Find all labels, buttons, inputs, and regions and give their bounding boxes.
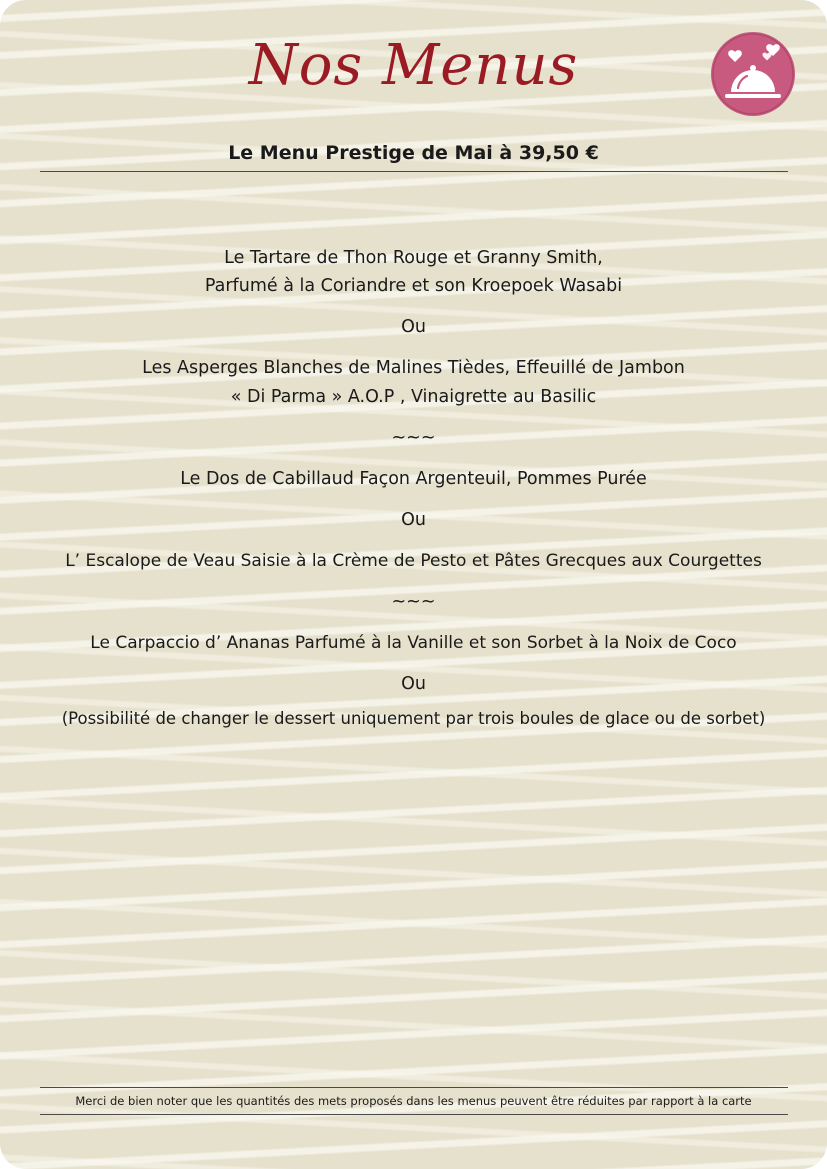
footer-divider-bottom [40, 1114, 788, 1115]
dessert-note: (Possibilité de changer le dessert uniquement par trois boules de glace ou de sorbet) [61, 709, 766, 728]
menu-separator-ou: Ou [401, 510, 426, 530]
page-title: Nos Menus [248, 33, 579, 98]
menu-line: Le Tartare de Thon Rouge et Granny Smith, [224, 248, 603, 268]
menu-line: Le Dos de Cabillaud Façon Argenteuil, Pommes Purée [180, 469, 647, 489]
menu-separator-ou: Ou [401, 674, 426, 694]
menu-separator-ou: Ou [401, 317, 426, 337]
header-divider [40, 171, 788, 172]
menu-line: Parfumé à la Coriandre et son Kroepoek Wasabi [204, 276, 623, 296]
footer-divider-top [40, 1087, 788, 1088]
menu-line: « Di Parma » A.O.P , Vinaigrette au Basilic [230, 387, 597, 407]
menu-line: Le Carpaccio d’ Ananas Parfumé à la Vanille et son Sorbet à la Noix de Coco [90, 633, 737, 653]
cloche-with-hearts-icon [711, 32, 795, 116]
menu-subtitle: Le Menu Prestige de Mai à 39,50 € [228, 142, 599, 164]
course-separator: ~~~ [391, 428, 436, 448]
course-separator: ~~~ [391, 592, 436, 612]
menu-line: L’ Escalope de Veau Saisie à la Crème de Pesto et Pâtes Grecques aux Courgettes [65, 551, 762, 571]
menu-line: Les Asperges Blanches de Malines Tièdes, Effeuillé de Jambon [142, 358, 685, 378]
footer-note: Merci de bien noter que les quantités des mets proposés dans les menus peuvent être réduites par rapport à la carte [75, 1094, 752, 1108]
